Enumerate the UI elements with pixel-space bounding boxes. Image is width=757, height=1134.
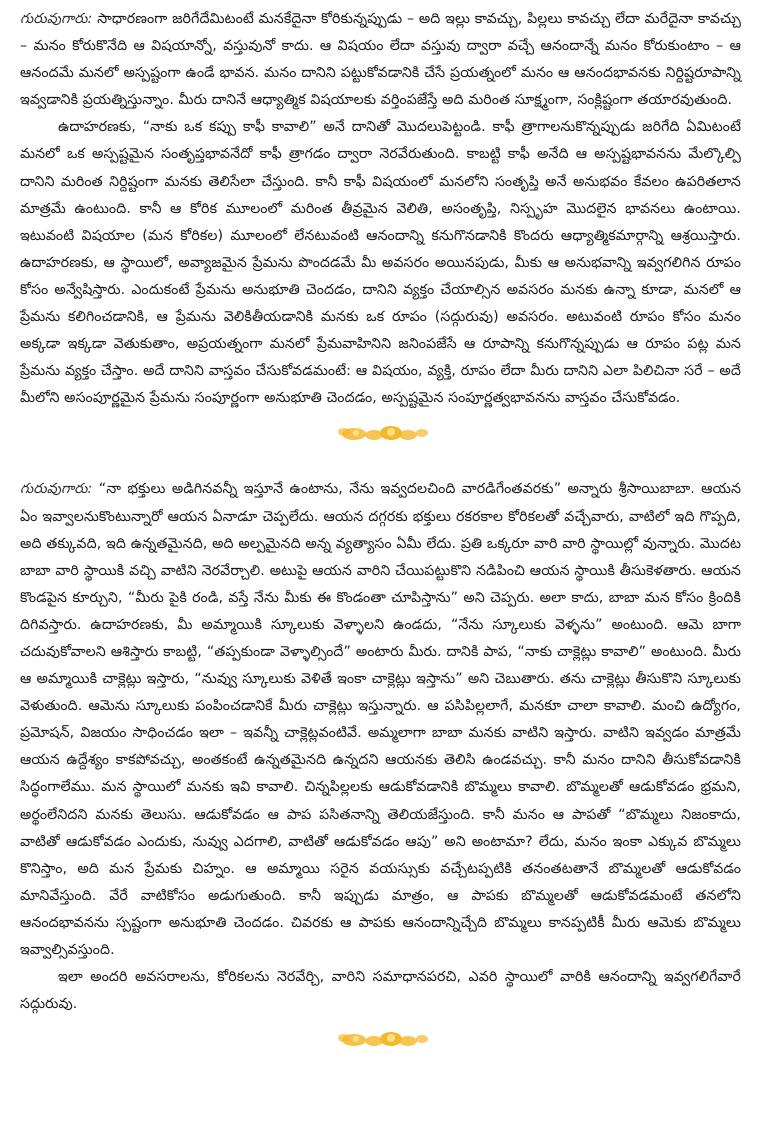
- paragraph-text: సాధారణంగా జరిగేదేమిటంటే మనకేదైనా కోరికున్నప్పుడు – అది ఇల్లు కావచ్చు, పిల్లలు కావచ్చు లేదా మరేదైనా కావచ్చు – మనం కోరుకొనేది ఆ విషయాన్నో, వస్తువునో కాదు. ఆ విషయం లేదా వస్తువు ద్వారా వచ్చే ఆనందాన్నే మనం కోరుకుంటాం – ఆ ఆనందమే మనలో అస్పష్టంగా ఉండే భావన. మనం దానిని పట్టుకోవడానికి చేసే ప్రయత్నంలో మనం ఆ ఆనందభావనకు నిర్దిష్టరూపాన్ని ఇవ్వడానికి ప్రయత్నిస్తున్నాం. మీరు దానినే ఆధ్యాత్మిక విషయాలకు వర్తింపజేస్తే అది మరింత సూక్ష్మంగా, సంక్లిష్టంగా తయారవుతుంది.: [20, 11, 741, 109]
- ornament-divider: [20, 420, 741, 448]
- section1-paragraph-2: ఉదాహరణకు, “నాకు ఒక కప్పు కాఫీ కావాలి” అనే దానితో మొదలుపెట్టండి. కాఫీ త్రాగాలనుకొన్నప్పుడు జరిగేది ఏమిటంటే మనలో ఒక అస్పష్టమైన సంతృప్తభావనేదో కాఫీ త్రాగడం ద్వారా నెరవేరుతుంది. కాబట్టి కాఫీ అనేది ఆ అస్పష్టభావనను మేల్కొల్పి దానిని మరింత నిర్దిష్టంగా మనకు తెలిసేలా చేస్తుంది. కానీ కాఫీ విషయంలో మనలోని సంతృప్తి అనే అనుభవం కేవలం ఉపరితలాన మాత్రమే ఉంటుంది. కానీ ఆ కోరిక మూలంలో మరింత తీవ్రమైన వెలితి, అసంతృప్తి, నిస్పృహ మొదలైన భావనలు ఉంటాయి. ఇటువంటి విషయాల (మన కోరికల) మూలంలో లేనటువంటి ఆనందాన్ని కనుగొనడానికి కొందరు ఆధ్యాత్మికమార్గాన్ని ఆశ్రయిస్తారు. ఉదాహరణకు, ఆ స్థాయిలో, అవ్యాజమైన ప్రేమను పొందడమే మీ అవసరం అయినపుడు, మీకు ఆ అనుభవాన్ని ఇవ్వగలిగిన రూపం కోసం అన్వేషిస్తారు. ఎందుకంటే ప్రేమను అనుభూతి చెందడం, దానిని వ్యక్తం చేయాల్సిన అవసరం మనకు ఉన్నా కూడా, మనలో ఆ ప్రేమను కలిగించడానికి, ఆ ప్రేమను వెలికితీయడానికి మనకు ఒక రూపం (సద్గురువు) అవసరం. అటువంటి రూపం కోసం మనం అక్కడా ఇక్కడా వెతుకుతాం, అప్రయత్నంగా మనలో ప్రేమవాహినిని జనింపజేసే ఆ రూపాన్ని కనుగొన్నప్పుడు ఆ రూపం పట్ల మన ప్రేమను వ్యక్తం చేస్తాం. అదే దానిని వాస్తవం చేసుకోవడమంటే: ఆ విషయం, వ్యక్తి, రూపం లేదా మీరు దానిని ఎలా పిలిచినా సరే – అదే మీలోని అసంపూర్ణమైన ప్రేమను సంపూర్ణంగా అనుభూతి చెందడం, అస్పష్టమైన సంపూర్ణత్వభావనను వాస్తవం చేసుకోవడం.: [20, 119, 741, 407]
- paragraph-text: “నా భక్తులు అడిగినవన్నీ ఇస్తూనే ఉంటాను, నేను ఇవ్వదలచింది వారడిగేంతవరకు” అన్నారు శ్రీసాయిబాబా. ఆయన ఏం ఇవ్వాలనుకొంటున్నారో ఆయన ఏనాడూ చెప్పలేదు. ఆయన దగ్గరకు భక్తులు రకరకాల కోరికలతో వచ్చేవారు, వాటిలో ఇది గొప్పది, అది తక్కువది, ఇది ఉన్నతమైనది, అది అల్పమైనది అన్న వ్యత్యాసం ఏమీ లేదు. ప్రతి ఒక్కరూ వారి వారి స్థాయిల్లో వున్నారు. మొదట బాబా వారి స్థాయికి వచ్చి వాటిని నెరవేర్చాలి. అటుపై ఆయన వారిని చేయిపట్టుకొని నడిపించి ఆయన స్థాయికి తీసుకెళతారు. ఆయన కొండపైన కూర్చుని, “మీరు పైకి రండి, వస్తే నేను మీకు ఈ కొండంతా చూపిస్తాను” అని చెప్పరు. అలా కాదు, బాబా మన కోసం క్రిందికి దిగివస్తారు. ఉదాహరణకు, మీ అమ్మాయికి స్కూలుకు వెళ్ళాలని ఉండదు, “నేను స్కూలుకు వెళ్ళను” అంటుంది. ఆమె బాగా చదువుకోవాలని ఆశిస్తారు కాబట్టి, “తప్పకుండా వెళ్ళాల్సిందే” అంటారు మీరు. దానికి పాప, “నాకు చాక్లెట్లు కావాలి” అంటుంది. మీరు ఆ అమ్మాయికి చాక్లెట్లు ఇస్తారు, “నువ్వు స్కూలుకు వెళితే ఇంకా చాక్లెట్లు ఇస్తాను” అని చెబుతారు. తను చాక్లెట్లు తీసుకొని స్కూలుకు వెళుతుంది. ఆమెను స్కూలుకు పంపించడానికే మీరు చాక్లెట్లు ఇస్తున్నారు. ఆ పసిపిల్లలాగే, మనకూ చాలా కావాలి. మంచి ఉద్యోగం, ప్రమోషన్, విజయం సాధించడం ఇలా – ఇవన్నీ చాక్లెట్లవంటివే. అమ్మలాగా బాబా మనకు వాటిని ఇస్తారు. వాటిని ఇవ్వడం మాత్రమే ఆయన ఉద్దేశ్యం కాకపోవచ్చు, అంతకంటే ఉన్నతమైనది ఉన్నదని ఆయనకు తెలిసి ఉండవచ్చు. కానీ మనం దానిని తీసుకోవడానికి సిద్ధంగాలేము. మన స్థాయిలో మనకు ఇవి కావాలి. చిన్నపిల్లలకు ఆడుకోవడానికి బొమ్మలు కావాలి. బొమ్మలతో ఆడుకోవడం భ్రమని, అర్థంలేనిదని మనకు తెలుసు. ఆడుకోవడం ఆ పాప పసితనాన్ని తెలియజేస్తుంది. కానీ మనం ఆ పాపతో “బొమ్మలు నిజంకాదు, వాటితో ఆడుకోవడం ఎందుకు, నువ్వు ఎదగాలి, వాటితో ఆడుకోవడం ఆపు” అని అంటామా? లేదు, మనం ఇంకా ఎక్కువ బొమ్మలు కొనిస్తాం, అది మన ప్రేమకు చిహ్నం. ఆ అమ్మాయి సరైన వయస్సుకు వచ్చేటప్పటికి తనంతటతానే బొమ్మలతో ఆడుకోవడం మానివేస్తుంది. వేరే వాటికోసం అడుగుతుంది. కానీ ఇప్పుడు మాత్రం, ఆ పాపకు బొమ్మలతో ఆడుకోవడమంటే తనలోని ఆనందభావనను స్పష్టంగా అనుభూతి చెందడం. చివరకు ఆ పాపకు ఆనందాన్నిచ్చేది బొమ్మలు కానప్పటికీ మీరు ఆమెకు బొమ్మలు ఇవ్వాల్సివస్తుంది.: [20, 481, 741, 958]
- flower-ornament-icon: [316, 421, 446, 447]
- speaker-label: గురువుగారు:: [20, 11, 93, 27]
- speaker-label: గురువుగారు:: [20, 481, 93, 498]
- article: [20, 6, 741, 1064]
- section2-paragraph-2: ఇలా అందరి అవసరాలను, కోరికలను నెరవేర్చి, వారిని సమాధానపరచి, ఎవరి స్థాయిలో వారికి ఆనందాన్ని ఇవ్వగలిగేవారే సద్గురువు.: [20, 969, 741, 1013]
- section1-paragraph-1: [20, 6, 741, 114]
- ornament-divider: [20, 1026, 741, 1054]
- section2-paragraph-1: [20, 476, 741, 964]
- flower-ornament-icon: [316, 1027, 446, 1053]
